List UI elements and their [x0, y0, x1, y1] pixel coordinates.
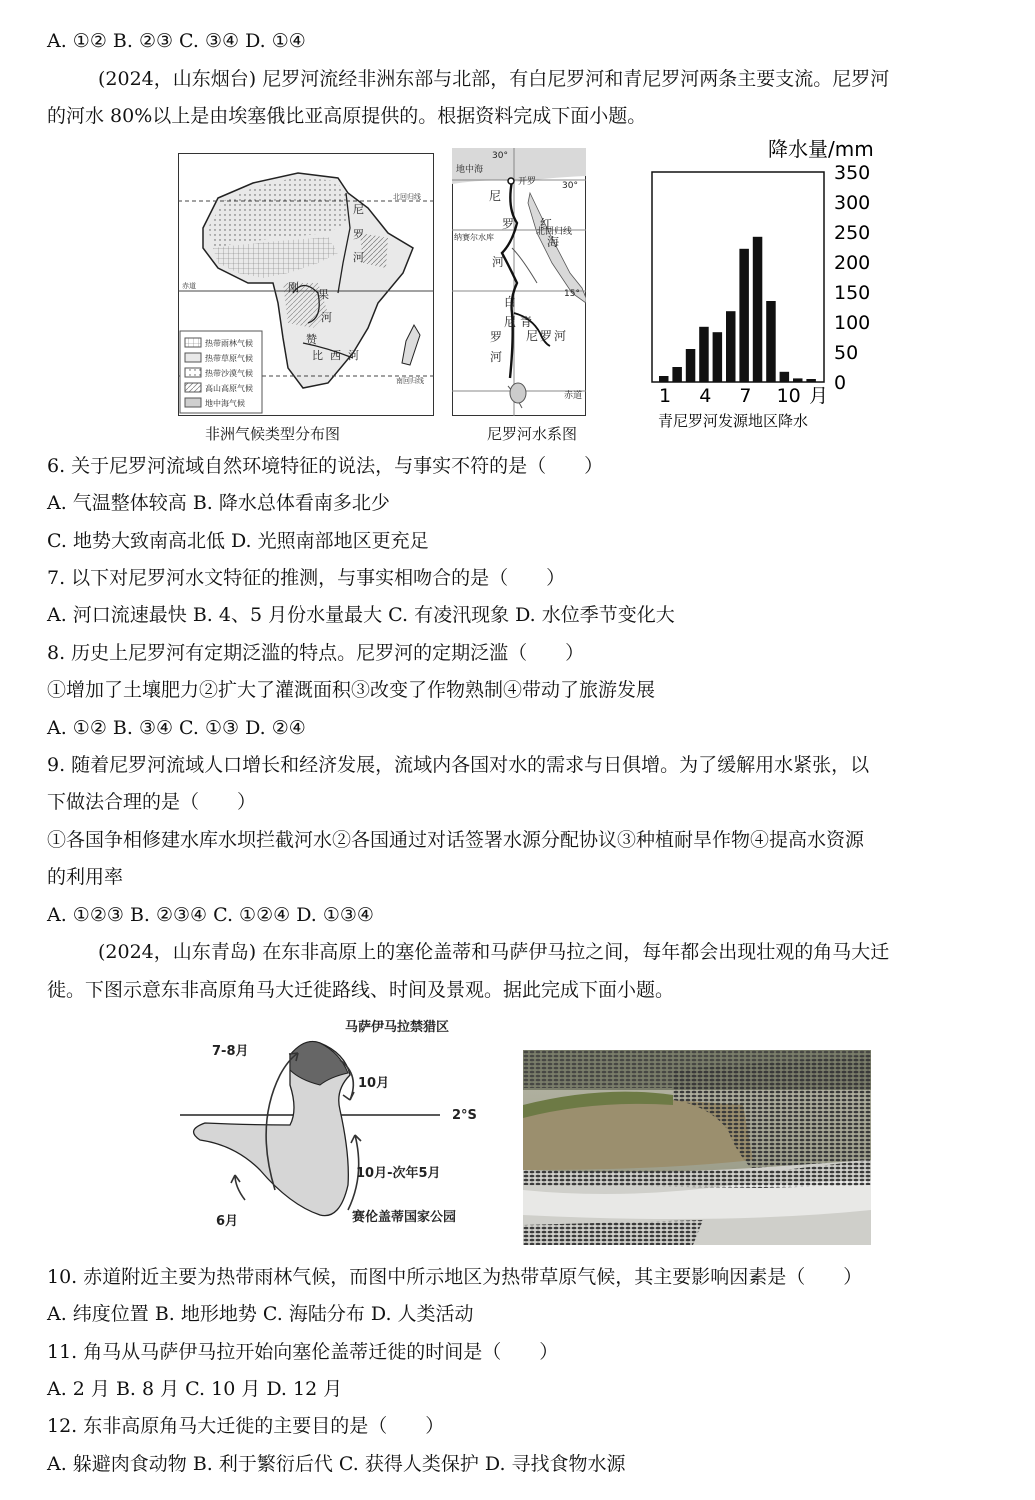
masai-mara-label: 马萨伊马拉禁猎区 — [345, 1020, 450, 1035]
intro-nile-2: 的河水 80%以上是由埃塞俄比亚高原提供的。根据资料完成下面小题。 — [47, 105, 647, 127]
equator-nile-label: 赤道 — [564, 391, 583, 401]
nile-n-3: 河 — [492, 255, 505, 269]
x-tick-4: 月 — [809, 385, 829, 407]
intro-migration-2: 徙。下图示意东非高原角马大迁徙路线、时间及景观。据此完成下面小题。 — [47, 979, 675, 1001]
zambezi-char-4: 河 — [348, 349, 359, 362]
congo-char-2: 果 — [318, 288, 329, 301]
q6-options-ab: A. 气温整体较高 B. 降水总体看南多北少 — [47, 492, 390, 514]
nile-map-caption: 尼罗河水系图 — [487, 425, 578, 443]
q5-options: A. ①② B. ②③ C. ③④ D. ①④ — [47, 30, 306, 52]
q9-stem-1: 9. 随着尼罗河流域人口增长和经济发展，流域内各国对水的需求与日俱增。为了缓解用水紧张，以 — [47, 754, 870, 776]
q8-options: A. ①② B. ③④ C. ①③ D. ②④ — [47, 717, 306, 739]
blue-nile-3: 罗 — [540, 329, 553, 343]
blue-nile-4: 河 — [554, 329, 567, 343]
africa-climate-map — [178, 153, 434, 420]
q6-stem: 6. 关于尼罗河流域自然环境特征的说法，与事实不符的是（ ） — [47, 455, 604, 477]
q9-statements-1: ①各国争相修建水库水坝拦截河水②各国通过对话签署水源分配协议③种植耐旱作物④提高水资源 — [47, 829, 865, 851]
tropic-cancer-nile-label: 北回归线 — [535, 227, 572, 237]
q7-stem: 7. 以下对尼罗河水文特征的推测，与事实相吻合的是（ ） — [47, 567, 566, 589]
nile-char-1: 尼 — [353, 203, 364, 216]
q6-options-cd: C. 地势大致南高北低 D. 光照南部地区更充足 — [47, 530, 429, 552]
precipitation-chart — [640, 132, 890, 436]
q9-stem-2: 下做法合理的是（ ） — [47, 791, 257, 813]
bar-month-10 — [780, 372, 790, 382]
tropic-capricorn-label: 南回归线 — [396, 377, 424, 385]
bar-month-9 — [766, 301, 776, 382]
nasser-label: 纳赛尔水库 — [454, 233, 494, 242]
x-tick-0: 1 — [659, 385, 672, 407]
q8-statements: ①增加了土壤肥力②扩大了灌溉面积③改变了作物熟制④带动了旅游发展 — [47, 679, 656, 701]
blue-nile-2: 尼 — [526, 329, 539, 343]
lat-15-label: 15° — [564, 289, 580, 299]
month-6-label: 6月 — [216, 1214, 239, 1229]
red-sea-2: 海 — [547, 235, 560, 249]
q10-options: A. 纬度位置 B. 地形地势 C. 海陆分布 D. 人类活动 — [47, 1303, 474, 1325]
legend-highland: 高山高原气候 — [205, 384, 253, 393]
zambezi-char-2: 比 — [312, 349, 323, 362]
congo-char-1: 刚 — [288, 281, 299, 294]
white-nile-4: 河 — [490, 350, 503, 364]
chart-ylabel: 降水量/mm — [768, 137, 874, 161]
nile-river-map — [452, 148, 586, 420]
africa-map-caption: 非洲气候类型分布图 — [205, 425, 341, 443]
q12-options: A. 躲避肉食动物 B. 利于繁衍后代 C. 获得人类保护 D. 寻找食物水源 — [47, 1453, 626, 1475]
y-tick-150: 150 — [834, 282, 871, 304]
cairo-label: 开罗 — [518, 177, 537, 187]
nile-n-1: 尼 — [489, 189, 502, 203]
y-tick-300: 300 — [834, 192, 871, 214]
chart-title: 青尼罗河发源地区降水 — [658, 412, 809, 430]
bar-month-5 — [713, 332, 723, 382]
bar-month-7 — [739, 249, 749, 382]
legend-savanna: 热带草原气候 — [205, 354, 253, 363]
wildebeest-migration-photo — [523, 1050, 871, 1249]
intro-nile-1: (2024，山东烟台) 尼罗河流经非洲东部与北部，有白尼罗河和青尼罗河两条主要支流。尼罗河 — [98, 68, 890, 90]
bar-month-11 — [793, 378, 803, 382]
month-7-8-label: 7-8月 — [212, 1044, 249, 1059]
x-tick-1: 4 — [699, 385, 712, 407]
lat-30-label: 30° — [562, 181, 578, 191]
q9-statements-2: 的利用率 — [47, 866, 124, 888]
legend-desert: 热带沙漠气候 — [205, 369, 253, 378]
bar-month-8 — [753, 237, 763, 382]
migration-route-map — [180, 1015, 500, 1244]
tropic-cancer-label: 北回归线 — [393, 193, 421, 201]
white-nile-2: 尼 — [504, 315, 517, 329]
intro-migration-1: (2024，山东青岛) 在东非高原上的塞伦盖蒂和马萨伊马拉之间，每年都会出现壮观的角马大迁 — [98, 941, 890, 963]
serengeti-label: 赛伦盖蒂国家公园 — [352, 1210, 457, 1225]
month-10-label: 10月 — [358, 1076, 390, 1091]
q11-stem: 11. 角马从马萨伊马拉开始向塞伦盖蒂迁徙的时间是（ ） — [47, 1341, 559, 1363]
q10-stem: 10. 赤道附近主要为热带雨林气候，而图中所示地区为热带草原气候，其主要影响因素是（ ） — [47, 1266, 863, 1288]
lat-2s-label: 2°S — [452, 1108, 477, 1123]
bar-month-6 — [726, 311, 736, 382]
x-tick-2: 7 — [739, 385, 752, 407]
q11-options: A. 2 月 B. 8 月 C. 10 月 D. 12 月 — [47, 1378, 343, 1400]
y-tick-200: 200 — [834, 252, 871, 274]
lon-30-top: 30° — [492, 151, 508, 161]
nile-n-2: 罗 — [502, 217, 515, 231]
y-tick-250: 250 — [834, 222, 871, 244]
blue-nile-1: 青 — [520, 315, 533, 329]
bar-month-4 — [699, 327, 709, 382]
x-tick-3: 10 — [776, 385, 801, 407]
bar-month-12 — [806, 379, 816, 382]
nile-char-2: 罗 — [353, 228, 364, 241]
white-nile-3: 罗 — [490, 330, 503, 344]
bar-month-3 — [686, 349, 696, 382]
q7-options: A. 河口流速最快 B. 4、5 月份水量最大 C. 有凌汛现象 D. 水位季节变化大 — [47, 604, 675, 626]
legend-rainforest: 热带雨林气候 — [205, 339, 253, 348]
y-tick-50: 50 — [834, 342, 859, 364]
chart-frame — [652, 172, 824, 382]
q9-options: A. ①②③ B. ②③④ C. ①②④ D. ①③④ — [47, 904, 374, 926]
bar-month-1 — [659, 376, 669, 382]
q12-stem: 12. 东非高原角马大迁徙的主要目的是（ ） — [47, 1415, 445, 1437]
month-10-5-label: 10月-次年5月 — [356, 1166, 441, 1181]
zambezi-char-3: 西 — [330, 349, 341, 362]
red-sea-1: 红 — [540, 217, 553, 231]
bar-month-2 — [672, 367, 682, 382]
equator-label: 赤道 — [182, 282, 196, 290]
mediterranean-label: 地中海 — [456, 165, 484, 175]
y-tick-0: 0 — [834, 372, 847, 394]
y-tick-100: 100 — [834, 312, 871, 334]
legend-mediterranean: 地中海气候 — [205, 399, 245, 408]
y-tick-350: 350 — [834, 162, 871, 184]
q8-stem: 8. 历史上尼罗河有定期泛滥的特点。尼罗河的定期泛滥（ ） — [47, 642, 585, 664]
nile-char-3: 河 — [353, 251, 364, 264]
zambezi-char-1: 赞 — [306, 333, 317, 346]
congo-char-3: 河 — [321, 311, 332, 324]
white-nile-1: 白 — [504, 295, 517, 309]
